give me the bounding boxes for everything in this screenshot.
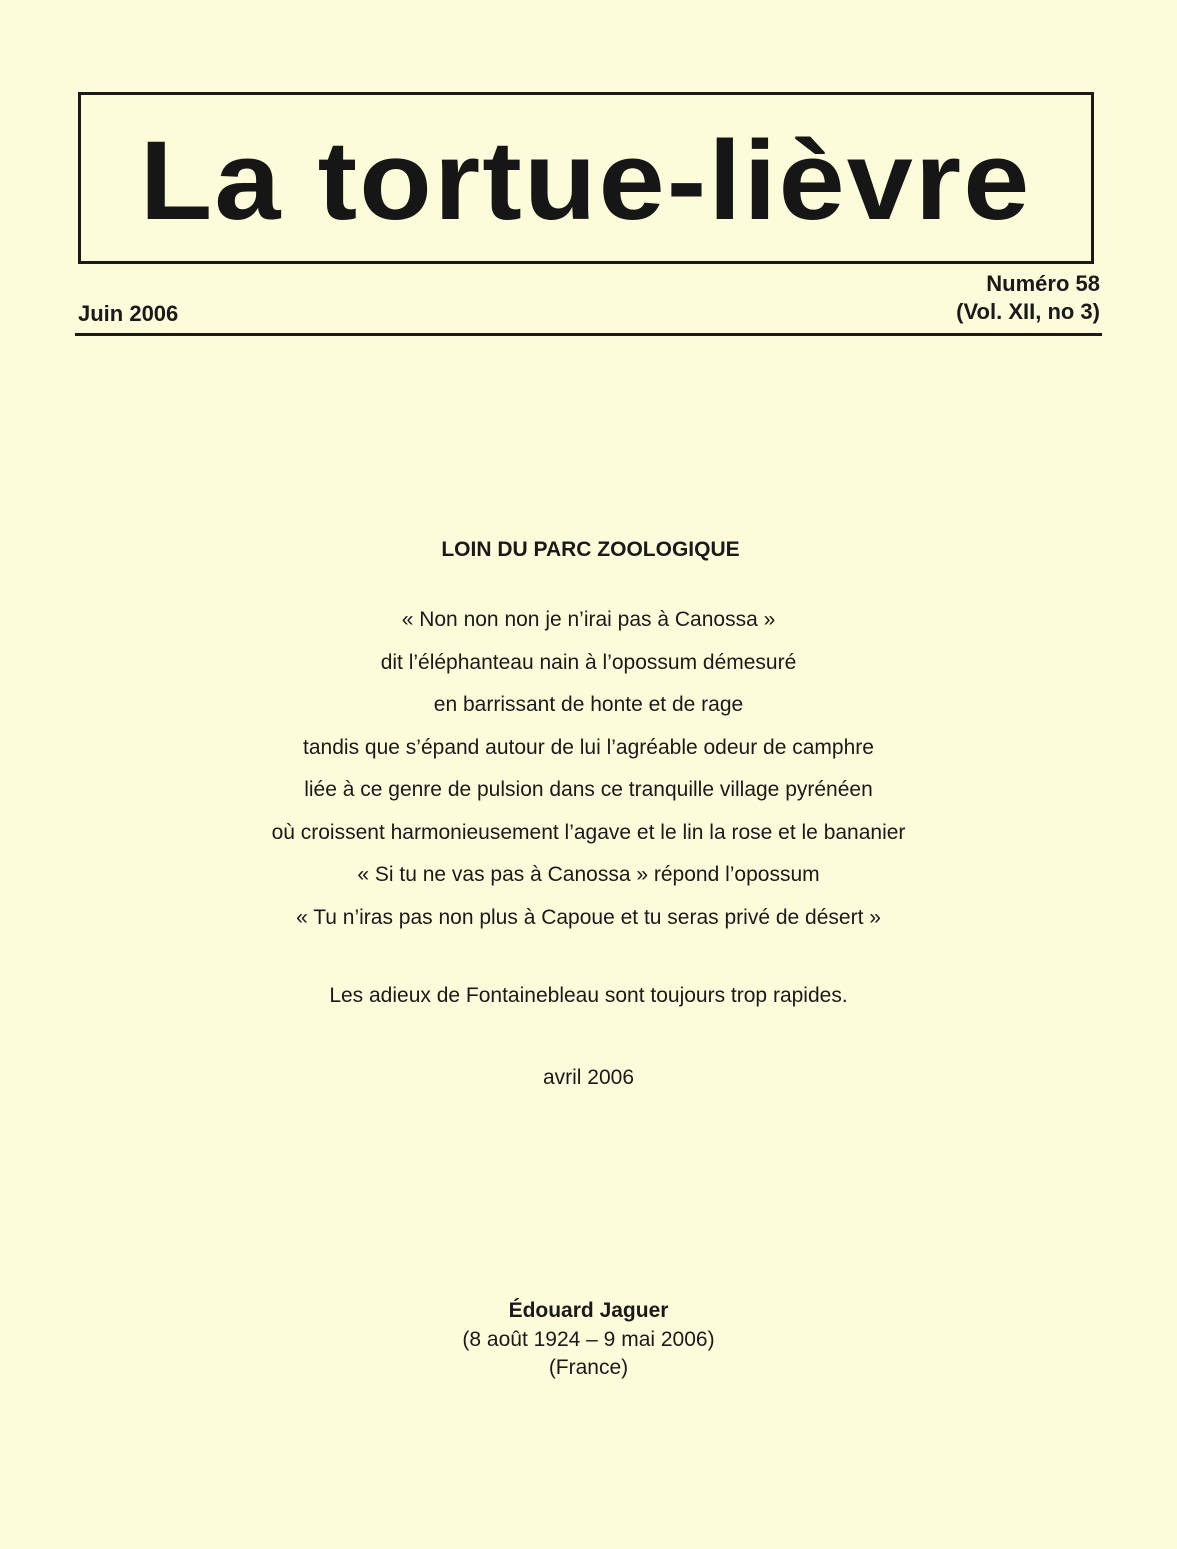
poem-line: « Tu n’iras pas non plus à Capoue et tu seras privé de désert » [296,905,881,929]
poem-line: liée à ce genre de pulsion dans ce tranquille village pyrénéen [304,778,873,801]
header-divider [75,333,1102,336]
author-name: Édouard Jaguer [508,1299,669,1322]
poem-title: LOIN DU PARC ZOOLOGIQUE [441,538,740,561]
poem-line: tandis que s’épand autour de lui l’agréable odeur de camphre [303,735,874,759]
poem-line: « Non non non je n’irai pas à Canossa » [401,608,776,631]
poem-closing-line: Les adieux de Fontainebleau sont toujours trop rapides. [329,984,848,1007]
poem-body [0,599,1177,939]
masthead-title: La tortue-lièvre [140,118,1032,243]
author-country: (France) [548,1356,629,1379]
masthead [78,92,1094,264]
issue-volume: (Vol. XII, no 3) [956,299,1100,324]
author-dates: (8 août 1924 – 9 mai 2006) [462,1328,715,1351]
issue-info [956,270,1100,326]
poem-line: en barrissant de honte et de rage [433,693,744,716]
poem [0,533,1177,1093]
poem-date: avril 2006 [542,1066,635,1089]
author-block [0,1296,1177,1382]
issue-number: Numéro 58 [986,271,1100,296]
issue-date: Juin 2006 [78,301,179,326]
poem-line: dit l’éléphanteau nain à l’opossum démesuré [380,650,797,674]
poem-line: « Si tu ne vas pas à Canossa » répond l’opossum [357,863,820,886]
poem-line: où croissent harmonieusement l’agave et le lin la rose et le bananier [271,820,906,844]
